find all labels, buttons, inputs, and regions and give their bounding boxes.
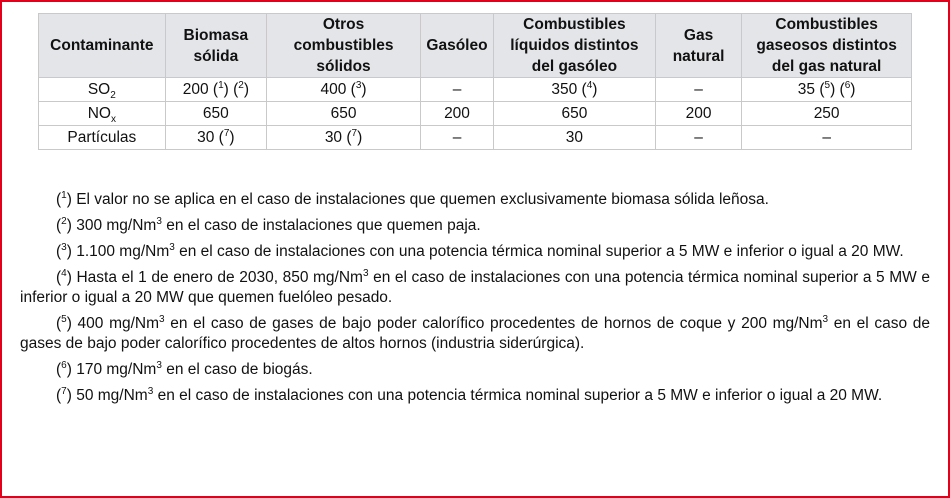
cell-particulas-liquidos: 30 [493,126,655,150]
footnote-2: ($^2$) 300 mg/Nm$^3$ en el caso de instalaciones que quemen paja. [56,215,481,234]
emission-limits-table [38,13,912,150]
footnotes [20,190,930,412]
cell-so2-gaseosos: 35 ($^5$) ($^6$) [742,78,912,102]
table-row-nox [39,102,912,126]
footnote-1: ($^1$) El valor no se aplica en el caso de instalaciones que quemen exclusivamente biomasa sólida leñosa. [56,189,769,208]
header-gas-natural: Gas natural [655,14,741,78]
footnote-6: ($^6$) 170 mg/Nm$^3$ en el caso de biogás. [56,359,313,378]
cell-nox-gaseosos: 250 [742,102,912,126]
cell-nox-gasoleo: 200 [421,102,494,126]
header-liquidos: Combustibles líquidos distintos del gasóleo [493,14,655,78]
footnote-7: ($^7$) 50 mg/Nm$^3$ en el caso de instalaciones con una potencia térmica nominal superior a 5 MW e inferior o igual a 20 MW. [56,385,883,404]
cell-nox-biomasa: 650 [165,102,266,126]
cell-nox-otros: 650 [267,102,421,126]
cell-particulas-gasoleo: – [421,126,494,150]
header-contaminante: Contaminante [39,14,166,78]
header-biomasa: Biomasa sólida [165,14,266,78]
table-row-particulas [39,126,912,150]
cell-so2-otros: 400 ($^3$) [267,78,421,102]
cell-pollutant-particulas: Partículas [39,126,166,150]
cell-pollutant-nox: $NO_x$ [39,102,166,126]
footnote-4: ($^4$) Hasta el 1 de enero de 2030, 850 mg/Nm$^3$ en el caso de instalaciones con una potencia térmica nominal superior a 5 MW e inferior o igual a 20 MW que quemen fuelóleo pesado. [20,267,930,306]
header-gaseosos: Combustibles gaseosos distintos del gas natural [742,14,912,78]
table-row-so2 [39,78,912,102]
cell-particulas-gas-natural: – [655,126,741,150]
cell-particulas-biomasa: 30 ($^7$) [165,126,266,150]
cell-particulas-gaseosos: – [742,126,912,150]
cell-nox-gas-natural: 200 [655,102,741,126]
footnote-3: ($^3$) 1.100 mg/Nm$^3$ en el caso de instalaciones con una potencia térmica nominal superior a 5 MW e inferior o igual a 20 MW. [56,241,904,260]
cell-nox-liquidos: 650 [493,102,655,126]
cell-pollutant-so2: $SO_2$ [39,78,166,102]
cell-so2-gasoleo: – [421,78,494,102]
header-gasoleo: Gasóleo [421,14,494,78]
cell-so2-biomasa: 200 ($^1$) ($^2$) [165,78,266,102]
cell-particulas-otros: 30 ($^7$) [267,126,421,150]
footnote-5: ($^5$) 400 mg/Nm$^3$ en el caso de gases de bajo poder calorífico procedentes de hornos de coque y 200 mg/Nm$^3$ en el caso de gases de bajo poder calorífico procedentes de altos hornos (industria siderúrgica). [20,313,931,352]
header-otros-solidos: Otros combustibles sólidos [267,14,421,78]
cell-so2-liquidos: 350 ($^4$) [493,78,655,102]
table-header-row [39,14,912,78]
cell-so2-gas-natural: – [655,78,741,102]
